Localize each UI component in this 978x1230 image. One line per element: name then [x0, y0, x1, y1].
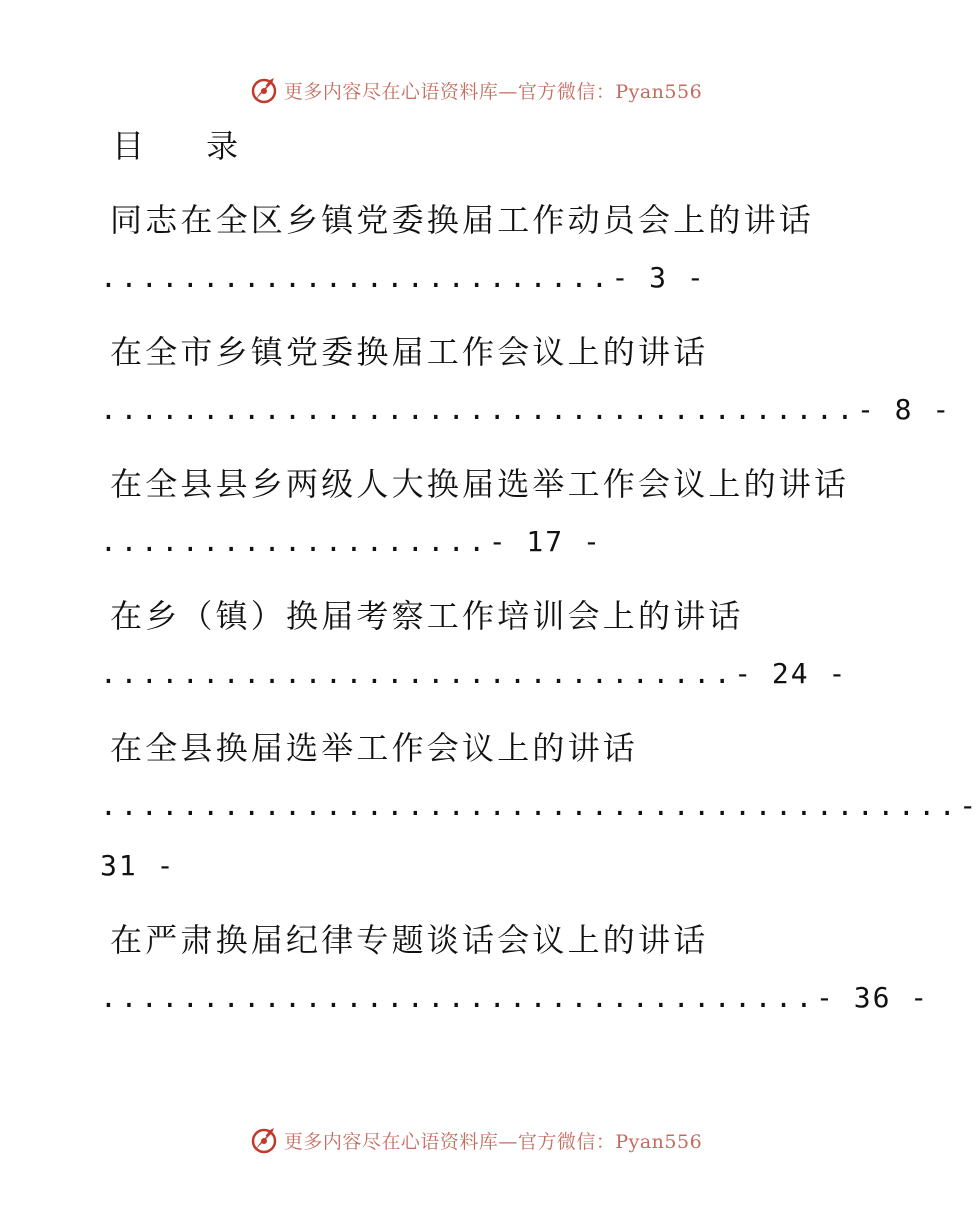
- toc-entry-title: 同志在全区乡镇党委换届工作动员会上的讲话: [110, 201, 815, 239]
- toc-entry-title: 在乡（镇）换届考察工作培训会上的讲话: [110, 597, 744, 635]
- header-banner: [0, 70, 950, 110]
- toc-entry-title: 在全县换届选举工作会议上的讲话: [110, 729, 639, 767]
- toc-title: 目 录: [112, 127, 265, 165]
- toc-leader-line: [100, 522, 602, 562]
- banner-text: 更多内容尽在心语资料库—官方微信：Pyan556: [283, 80, 703, 103]
- leader-dots: ...................: [100, 525, 489, 558]
- toc-leader-line: [100, 786, 978, 826]
- page-number-part: -: [959, 789, 978, 822]
- leader-dots: ...............................: [100, 657, 735, 690]
- page-number-wrapped: 31 -: [100, 849, 176, 882]
- feather-pen-logo-icon: [248, 74, 280, 106]
- toc-leader-line: [100, 654, 847, 694]
- page-number: - 3 -: [611, 261, 706, 294]
- page-number: - 24 -: [734, 657, 848, 690]
- page-number: - 36 -: [816, 981, 930, 1014]
- leader-dots: ...................................: [100, 981, 817, 1014]
- banner-text: 更多内容尽在心语资料库—官方微信：Pyan556: [283, 1130, 703, 1153]
- leader-dots: ..........................................: [100, 789, 960, 822]
- toc-leader-line: [100, 978, 929, 1018]
- toc-entry-title: 在全市乡镇党委换届工作会议上的讲话: [110, 333, 709, 371]
- page-number: - 8 -: [856, 393, 952, 426]
- leader-dots: .....................................: [100, 393, 857, 426]
- toc-leader-line: [100, 390, 951, 430]
- feather-pen-logo-icon: [248, 1124, 280, 1156]
- toc-entry-title: 在严肃换届纪律专题谈话会议上的讲话: [110, 921, 709, 959]
- page-number: - 17 -: [488, 525, 602, 558]
- leader-dots: .........................: [100, 261, 612, 294]
- toc-entry-title: 在全县县乡两级人大换届选举工作会议上的讲话: [110, 465, 850, 503]
- toc-leader-line: [100, 258, 706, 298]
- footer-banner: [0, 1120, 950, 1160]
